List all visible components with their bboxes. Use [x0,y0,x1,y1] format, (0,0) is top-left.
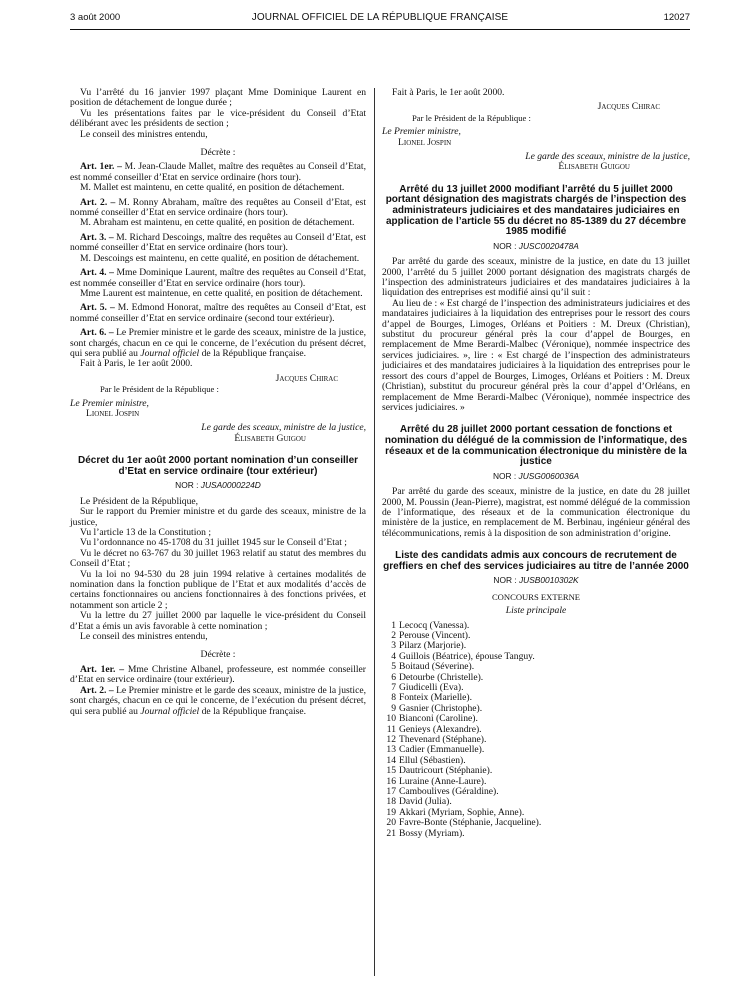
candidate-name: Favre-Bonte (Stéphanie, Jacqueline). [399,817,542,829]
signer-name: Jacques Chirac [597,101,660,113]
candidate-rank: 3 [391,640,396,652]
candidate-name: Detourbe (Christelle). [399,671,484,683]
article-text: Mme Christine Albanel, professeure, est nommée conseiller d’Etat en service ordinaire (tour extérieur). [70,663,366,686]
left-column [70,88,366,717]
candidate-name: Perouse (Vincent). [399,629,471,641]
premier-ministre: Le Premier ministre, [382,126,461,138]
candidate-rank: 11 [386,723,396,735]
header-rule [70,29,690,30]
article-label: Art. 4. – [80,267,114,279]
candidate-rank: 7 [391,681,396,693]
liste-principale-heading: Liste principale [505,605,567,617]
signer-name: Jacques Chirac [275,372,338,384]
candidate-rank: 21 [386,827,396,839]
candidate-name: Camboulives (Géraldine). [399,786,499,798]
article-extra: M. Abraham est maintenu, en cette qualité, en position de détachement. [80,217,355,229]
article-label: Art. 6. – [80,327,114,339]
journal-officiel-ref: Journal officiel [140,347,200,359]
candidate-rank: 17 [386,786,396,798]
pm-name: Lionel Jospin [398,136,452,148]
article-para [70,233,366,254]
candidate-name: Thevenard (Stéphane). [399,734,487,745]
candidate-item [382,829,690,839]
decrete-heading: Décrète : [200,649,236,661]
candidate-name: Boitaud (Séverine). [399,661,475,673]
candidate-rank: 1 [391,619,396,631]
candidate-name: Lecocq (Vanessa). [399,619,470,631]
candidate-rank: 15 [386,765,396,777]
candidate-name: David (Julia). [399,796,452,808]
fait-line: Fait à Paris, le 1er août 2000. [80,358,193,370]
article-label: Art. 1er. – [80,161,122,173]
article-para [70,268,366,289]
candidate-list [382,621,690,840]
nor-code: JUSG0060036A [518,470,580,481]
candidate-rank: 10 [386,713,396,725]
candidate-name: Giudicelli (Eva). [399,681,464,693]
article-para [70,162,366,183]
arrete-body-para: Par arrêté du garde des sceaux, ministre de la justice, en date du 13 juillet 2000, l’arrêté du 5 juillet 2000 portant désignation des magistrats chargés de l’inspection des administrateurs judiciaires et des mandataires judiciaires à la liquidation des entreprises est modifié ainsi qu’il suit : [382,256,690,299]
decree-body-para: Le conseil des ministres entendu, [80,631,208,643]
arrete-title: Arrêté du 13 juillet 2000 modifiant l’arrêté du 5 juillet 2000 portant désignation des magistrats chargés de l’inspection des administrateurs judiciaires et des mandataires judiciaires en application de l’article 55 du décret no 85-1389 du 27 décembre 1985 modifié [385,183,687,238]
premier-ministre: Le Premier ministre, [70,397,149,409]
candidate-name: Akkari (Myriam, Sophie, Anne). [399,806,525,818]
arrete-title: Arrêté du 28 juillet 2000 portant cessation de fonctions et nomination du délégué de la commission de l’informatique, des réseaux et de la communication électronique du ministère de la justice [384,424,688,468]
intro-para: Le conseil des ministres entendu, [80,128,208,140]
candidate-name: Gasnier (Christophe). [399,702,483,714]
candidate-rank: 16 [386,775,396,787]
nor-line: NOR : JUSG0060036A [492,470,580,481]
decree-body-para: Sur le rapport du Premier ministre et du garde des sceaux, ministre de la justice, [70,506,366,528]
article-para [70,198,366,219]
decree-body-para: Vu l’article 13 de la Constitution ; [80,527,212,538]
article-para: Art. 6. – Le Premier ministre et le garde des sceaux, ministre de la justice, sont chargés, chacun en ce qui le concerne, de l’exécution du présent décret, qui sera publié au Journal officiel de la République française. [70,327,367,359]
candidate-rank: 18 [386,796,396,808]
nor-code: JUSB0010302K [518,575,579,586]
pm-name: Lionel Jospin [86,407,140,419]
candidate-rank: 13 [386,744,396,756]
article-extra: M. Mallet est maintenu, en cette qualité, en position de détachement. [80,182,345,194]
candidate-name: Ellul (Sébastien). [399,754,466,766]
article-para: Art. 2. – Le Premier ministre et le garde des sceaux, ministre de la justice, sont chargés, chacun en ce qui le concerne, de l’exécution du présent décret, qui sera publié au Journal officiel de la République française. [70,684,367,717]
header-date: 3 août 2000 [70,12,121,23]
candidate-rank: 9 [391,702,396,714]
article-extra: M. Descoings est maintenu, en cette qualité, en position de détachement. [80,252,360,264]
article-text: M. Edmond Honorat, maître des requêtes au Conseil d’Etat, est nommé conseiller d’Etat en service ordinaire (second tour extérieur). [70,302,366,324]
candidate-rank: 4 [391,650,396,662]
candidate-rank: 20 [386,817,396,829]
right-column [382,88,690,839]
garde-name: Élisabeth Guigou [234,432,306,444]
candidate-rank: 8 [391,692,396,704]
candidate-name: Genieys (Alexandre). [399,723,482,735]
arrete-body-para: Par arrêté du garde des sceaux, ministre de la justice, en date du 28 juillet 2000, M. Poussin (Jean-Pierre), magistrat, est nommé délégué de la commission de l’informatique, des réseaux et de la communication électronique du ministère de la justice, en remplacement de M. Berbinau, ingénieur général des télécommunications, remis à la disposition de son administration d’origine. [382,486,691,539]
decree-title: Décret du 1er août 2000 portant nomination d’un conseiller d’Etat en service ordinaire (tour extérieur) [77,455,359,477]
article-label: Art. 1er. – [80,663,125,675]
candidate-name: Bossy (Myriam). [399,827,465,839]
nor-code: JUSA0000224D [200,480,261,491]
article-label: Art. 2. – [80,196,116,208]
arrete-body-para: Au lieu de : « Est chargé de l’inspection des administrateurs judiciaires et des mandataires judiciaires à la liquidation des entreprises pour le ressort des cours d’appel de Bourges, Limoges, Orléans et Poitiers : M. Dreux (Christian), substitut du procureur général près la cour d’appel de Bourges, en remplacement de Mme Berardi-Malbec (Véronique), nommée inspectrice des services judiciaires. », lire : « Est chargé de l’inspection des administrateurs judiciaires et des mandataires judiciaires à la liquidation des entreprises pour le ressort des cours d’appel de Bourges, Limoges, Orléans et Poitiers : M. Dreux (Christian), substitut du procureur général près la cour d’appel d’Orléans, en remplacement de Mme Berardi-Malbec (Véronique), nommée inspectrice des services judiciaires. » [382,297,690,413]
nor-line: NOR : JUSA0000224D [175,480,261,491]
intro-para: Vu les présentations faites par le vice-président du Conseil d’Etat délibérant avec les présidents de section ; [70,107,366,130]
candidate-rank: 2 [391,629,396,641]
article-para [70,665,366,686]
article-text: Le Premier ministre et le garde des sceaux, ministre de la justice, sont chargés, chacun en ce qui le concerne, de l’exécution du présent décret, qui sera publié au [70,684,367,717]
article-text: Mme Dominique Laurent, maître des requêtes au Conseil d’Etat, est nommée conseiller d’Etat en service ordinaire (hors tour). [70,267,366,289]
intro-para: Vu l’arrêté du 16 janvier 1997 plaçant Mme Dominique Laurent en position de détachement de longue durée ; [70,87,366,109]
par-le-president: Par le Président de la République : [412,112,531,123]
decree-body-para: Vu le décret no 63-767 du 30 juillet 1963 relatif au statut des membres du Conseil d’Etat ; [70,547,366,570]
candidate-rank: 6 [391,671,396,683]
article-text: Le Premier ministre et le garde des sceaux, ministre de la justice, sont chargés, chacun en ce qui le concerne, de l’exécution du présent décret, qui sera publié au [70,327,367,359]
nor-line: NOR : JUSB0010302K [493,575,579,586]
candidate-name: Luraine (Anne-Laure). [399,775,487,787]
decree-body-para: Vu la lettre du 27 juillet 2000 par laquelle le vice-président du Conseil d’Etat a émis un avis favorable à cette nomination ; [70,610,366,632]
column-divider [374,88,375,976]
decree-body-para: Le Président de la République, [80,495,199,507]
article-text: M. Ronny Abraham, maître des requêtes au Conseil d’Etat, est nommé conseiller d’Etat en service ordinaire (hors tour). [70,196,366,219]
decree-body-para: Vu l’ordonnance no 45-1708 du 31 juillet 1945 sur le Conseil d’Etat ; [80,537,347,549]
article-extra: Mme Laurent est maintenue, en cette qualité, en position de détachement. [80,287,363,299]
candidate-rank: 14 [386,754,396,766]
decrete-heading: Décrète : [200,147,236,159]
candidate-rank: 5 [391,661,396,673]
garde-name: Élisabeth Guigou [558,161,630,173]
candidate-name: Pilarz (Marjorie). [399,640,467,652]
nor-line: NOR : JUSC0020478A [493,240,579,251]
article-para [70,303,366,324]
fait-line: Fait à Paris, le 1er août 2000. [392,87,505,98]
candidate-rank: 12 [386,734,396,745]
concours-heading: CONCOURS EXTERNE [491,591,581,602]
article-label: Art. 5. – [80,302,115,314]
header-journal-title: JOURNAL OFFICIEL DE LA RÉPUBLIQUE FRANÇAISE [251,12,509,23]
par-le-president: Par le Président de la République : [100,384,219,395]
article-text: M. Jean-Claude Mallet, maître des requêtes au Conseil d’Etat, est nommé conseiller d’Etat en service ordinaire (hors tour). [70,161,366,183]
article-label: Art. 3. – [80,231,114,243]
decree-body-para: Vu la loi no 94-530 du 28 juin 1994 relative à certaines modalités de nomination dans la fonction publique de l’Etat et aux modalités d’accès de certains fonctionnaires ou anciens fonctionnaires à des fonctions privées, et notamment son article 2 ; [70,568,366,611]
article-text: M. Richard Descoings, maître des requêtes au Conseil d’Etat, est nommé conseiller d’Etat en service ordinaire (hors tour). [70,231,366,254]
candidate-rank: 19 [386,806,396,818]
candidate-name: Cadier (Emmanuelle). [399,744,485,756]
nor-code: JUSC0020478A [518,240,579,251]
journal-officiel-ref: Journal officiel [140,705,200,717]
garde-title: Le garde des sceaux, ministre de la justice, [525,151,690,163]
article-label: Art. 2. – [80,684,114,696]
header-page-number: 12027 [663,12,690,23]
garde-title: Le garde des sceaux, ministre de la justice, [201,422,366,434]
liste-title: Liste des candidats admis aux concours de recrutement de greffiers en chef des services judiciaires au titre de l’année 2000 [383,550,689,572]
page-header [70,12,690,28]
candidate-name: Guillois (Béatrice), épouse Tanguy. [399,650,535,662]
candidate-name: Fonteix (Marielle). [399,692,472,704]
candidate-name: Bianconi (Caroline). [399,713,478,725]
candidate-name: Dautricourt (Stéphanie). [399,765,493,777]
